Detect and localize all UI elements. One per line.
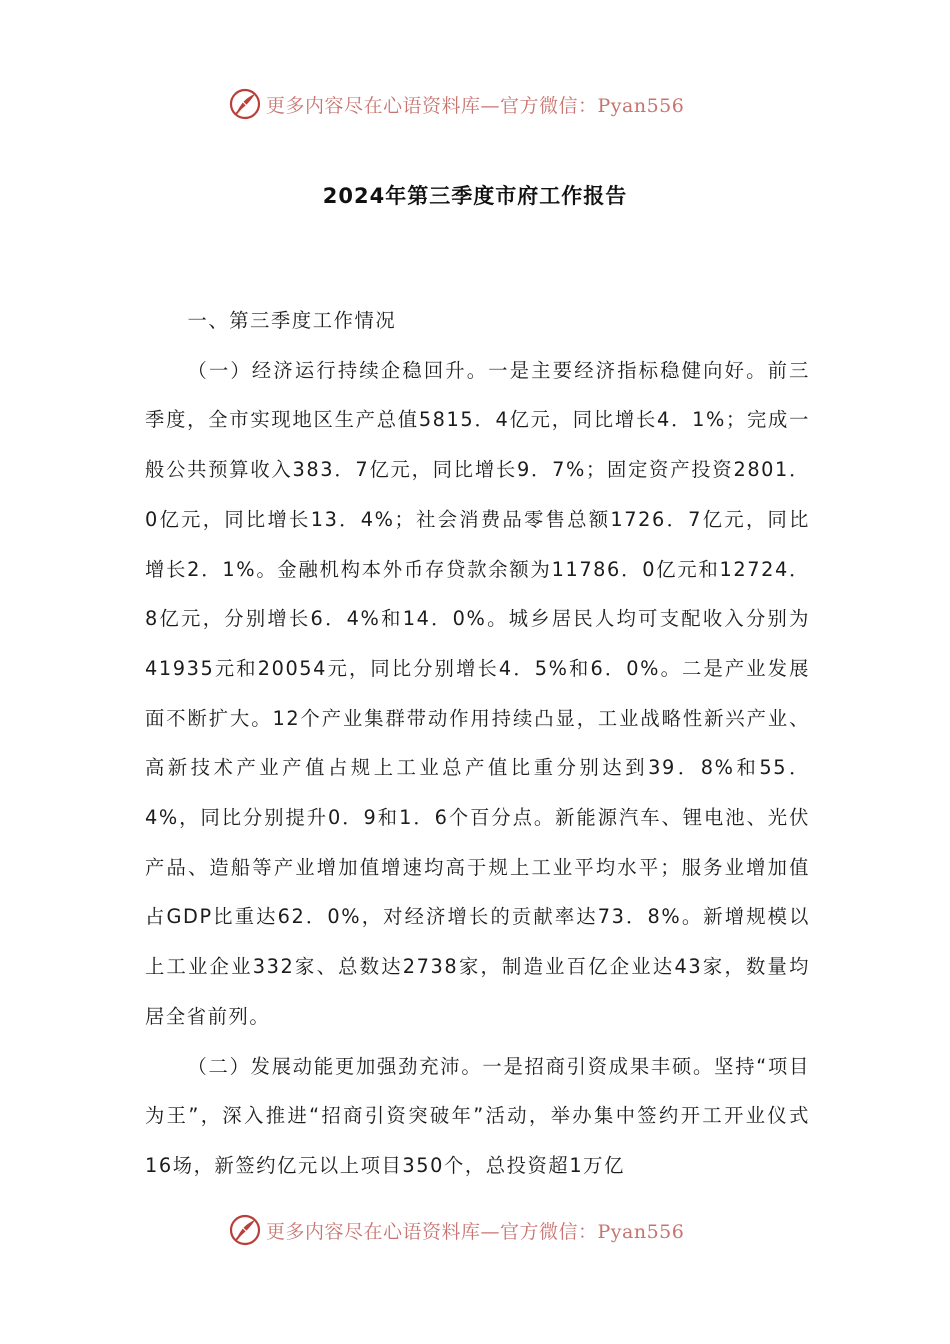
footer-watermark-banner	[228, 1210, 748, 1250]
header-watermark-banner	[228, 84, 748, 124]
section-heading: 一、第三季度工作情况	[187, 309, 397, 332]
header-banner-text	[266, 91, 684, 118]
header-banner-separator: —	[480, 94, 501, 117]
header-banner-suffix: 官方微信：Pyan556	[500, 94, 685, 117]
footer-banner-separator: —	[480, 1220, 501, 1243]
document-title: 2024年第三季度市府工作报告	[322, 184, 628, 208]
document-body	[145, 296, 810, 1191]
footer-banner-main: 更多内容尽在心语资料库	[266, 1220, 481, 1243]
feather-pen-logo-icon	[228, 1213, 262, 1247]
paragraph: （一）经济运行持续企稳回升。一是主要经济指标稳健向好。前三季度，全市实现地区生产总值5815．4亿元，同比增长4．1%；完成一般公共预算收入383．7亿元，同比增长9．7%；固定资产投资2801．0亿元，同比增长13．4%；社会消费品零售总额1726．7亿元，同比增长2．1%。金融机构本外币存贷款余额为11786．0亿元和12724．8亿元，分别增长6．4%和14．0%。城乡居民人均可支配收入分别为41935元和20054元，同比分别增长4．5%和6．0%。二是产业发展面不断扩大。12个产业集群带动作用持续凸显，工业战略性新兴产业、高新技术产业产值占规上工业总产值比重分别达到39．8%和55．4%，同比分别提升0．9和1．6个百分点。新能源汽车、锂电池、光伏产品、造船等产业增加值增速均高于规上工业平均水平；服务业增加值占GDP比重达62．0%，对经济增长的贡献率达73．8%。新增规模以上工业企业332家、总数达2738家，制造业百亿企业达43家，数量均居全省前列。	[145, 358, 810, 1028]
header-banner-main: 更多内容尽在心语资料库	[266, 94, 481, 117]
footer-banner-suffix: 官方微信：Pyan556	[500, 1220, 685, 1243]
paragraph: （二）发展动能更加强劲充沛。一是招商引资成果丰硕。坚持“项目为王”，深入推进“招商引资突破年”活动，举办集中签约开工开业仪式16场，新签约亿元以上项目350个，总投资超1万亿	[145, 1054, 810, 1177]
feather-pen-logo-icon	[228, 87, 262, 121]
footer-banner-text	[266, 1217, 684, 1244]
